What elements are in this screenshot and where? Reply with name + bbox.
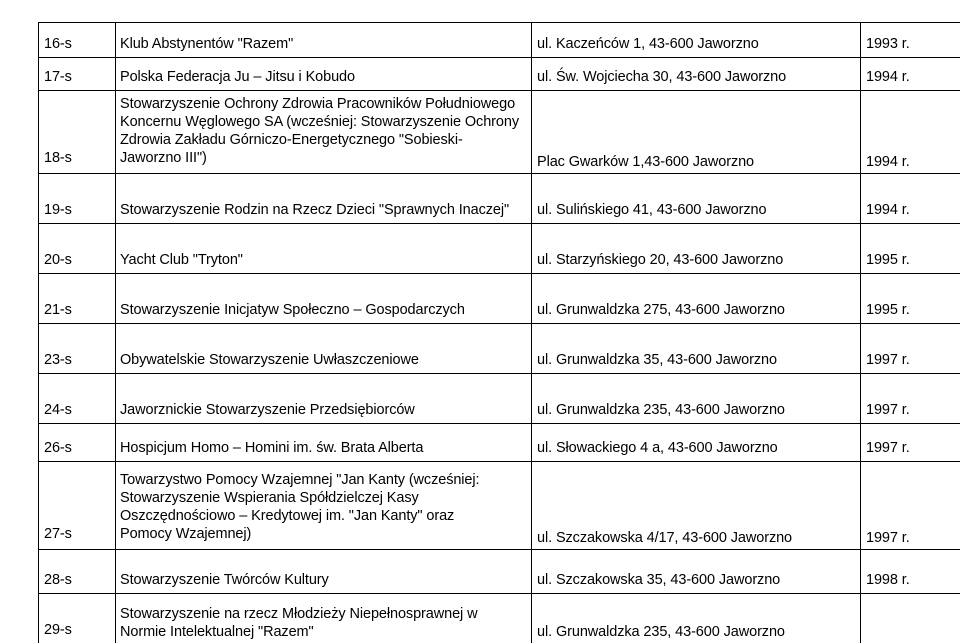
organization-name: Stowarzyszenie Ochrony Zdrowia Pracowników Południowego Koncernu Węglowego SA (wcześniej: Stowarzyszenie Ochrony Zdrowia Zakładu Górniczo-Energetycznego "Sobieski-Jaworzno III") [120, 96, 519, 166]
table-row [0, 461, 960, 549]
row-number: 19-s [44, 202, 72, 218]
row-number: 20-s [44, 252, 72, 268]
table-row [0, 57, 960, 90]
organization-name: Hospicjum Homo – Homini im. św. Brata Alberta [120, 440, 424, 456]
row-number: 21-s [44, 302, 72, 318]
organization-address: ul. Starzyńskiego 20, 43-600 Jaworzno [537, 252, 784, 268]
registration-year: 1995 r. [866, 302, 910, 318]
organization-name: Jaworznickie Stowarzyszenie Przedsiębiorców [120, 402, 415, 418]
table-row [0, 173, 960, 223]
organization-address: ul. Szczakowska 4/17, 43-600 Jaworzno [537, 530, 793, 546]
row-number: 27-s [44, 526, 72, 542]
registration-year: 1994 r. [866, 69, 910, 85]
table-row [0, 223, 960, 273]
row-number: 17-s [44, 69, 72, 85]
registration-year: 1994 r. [866, 154, 910, 170]
organization-name: Polska Federacja Ju – Jitsu i Kobudo [120, 69, 355, 85]
organization-name: Obywatelskie Stowarzyszenie Uwłaszczeniowe [120, 352, 419, 368]
organization-name: Stowarzyszenie na rzecz Młodzieży Niepełnosprawnej w Normie Intelektualnej "Razem" [120, 606, 478, 640]
registration-year: 1995 r. [866, 252, 910, 268]
organization-name: Yacht Club "Tryton" [120, 252, 243, 268]
organization-name: Towarzystwo Pomocy Wzajemnej "Jan Kanty (wcześniej: Stowarzyszenie Wspierania Spółdzielczej Kasy Oszczędnościowo – Kredytowej im. "Jan Kanty" oraz Pomocy Wzajemnej) [120, 472, 480, 542]
table-row [0, 549, 960, 593]
row-number: 28-s [44, 572, 72, 588]
table-row [0, 90, 960, 173]
table-row [0, 593, 960, 643]
row-number: 26-s [44, 440, 72, 456]
table-row [0, 323, 960, 373]
row-number: 24-s [44, 402, 72, 418]
organization-address: ul. Słowackiego 4 a, 43-600 Jaworzno [537, 440, 778, 456]
registration-year: 1997 r. [866, 352, 910, 368]
registration-year: 1997 r. [866, 402, 910, 418]
organization-name: Stowarzyszenie Rodzin na Rzecz Dzieci "Sprawnych Inaczej" [120, 202, 510, 218]
registration-year: 1994 r. [866, 202, 910, 218]
organization-name: Klub Abstynentów "Razem" [120, 36, 294, 52]
organization-address: ul. Grunwaldzka 275, 43-600 Jaworzno [537, 302, 785, 318]
registration-year: 1997 r. [866, 530, 910, 546]
table-row [0, 373, 960, 423]
organization-address: Plac Gwarków 1,43-600 Jaworzno [537, 154, 755, 170]
registration-year: 1998 r. [866, 572, 910, 588]
row-number: 16-s [44, 36, 72, 52]
table-row [0, 423, 960, 461]
organization-name: Stowarzyszenie Inicjatyw Społeczno – Gospodarczych [120, 302, 465, 318]
organization-address: ul. Sulińskiego 41, 43-600 Jaworzno [537, 202, 767, 218]
organization-address: ul. Grunwaldzka 235, 43-600 Jaworzno [537, 402, 785, 418]
organization-address: ul. Grunwaldzka 35, 43-600 Jaworzno [537, 352, 777, 368]
organization-address: ul. Szczakowska 35, 43-600 Jaworzno [537, 572, 781, 588]
organization-address: ul. Kaczeńców 1, 43-600 Jaworzno [537, 36, 759, 52]
table-row [0, 273, 960, 323]
registration-year: 1993 r. [866, 36, 910, 52]
row-number: 18-s [44, 150, 72, 166]
organization-name: Stowarzyszenie Twórców Kultury [120, 572, 329, 588]
organization-address: ul. Grunwaldzka 235, 43-600 Jaworzno [537, 624, 785, 640]
table-row [0, 22, 960, 57]
row-number: 23-s [44, 352, 72, 368]
row-number: 29-s [44, 622, 72, 638]
organization-address: ul. Św. Wojciecha 30, 43-600 Jaworzno [537, 69, 787, 85]
registration-year: 1997 r. [866, 440, 910, 456]
